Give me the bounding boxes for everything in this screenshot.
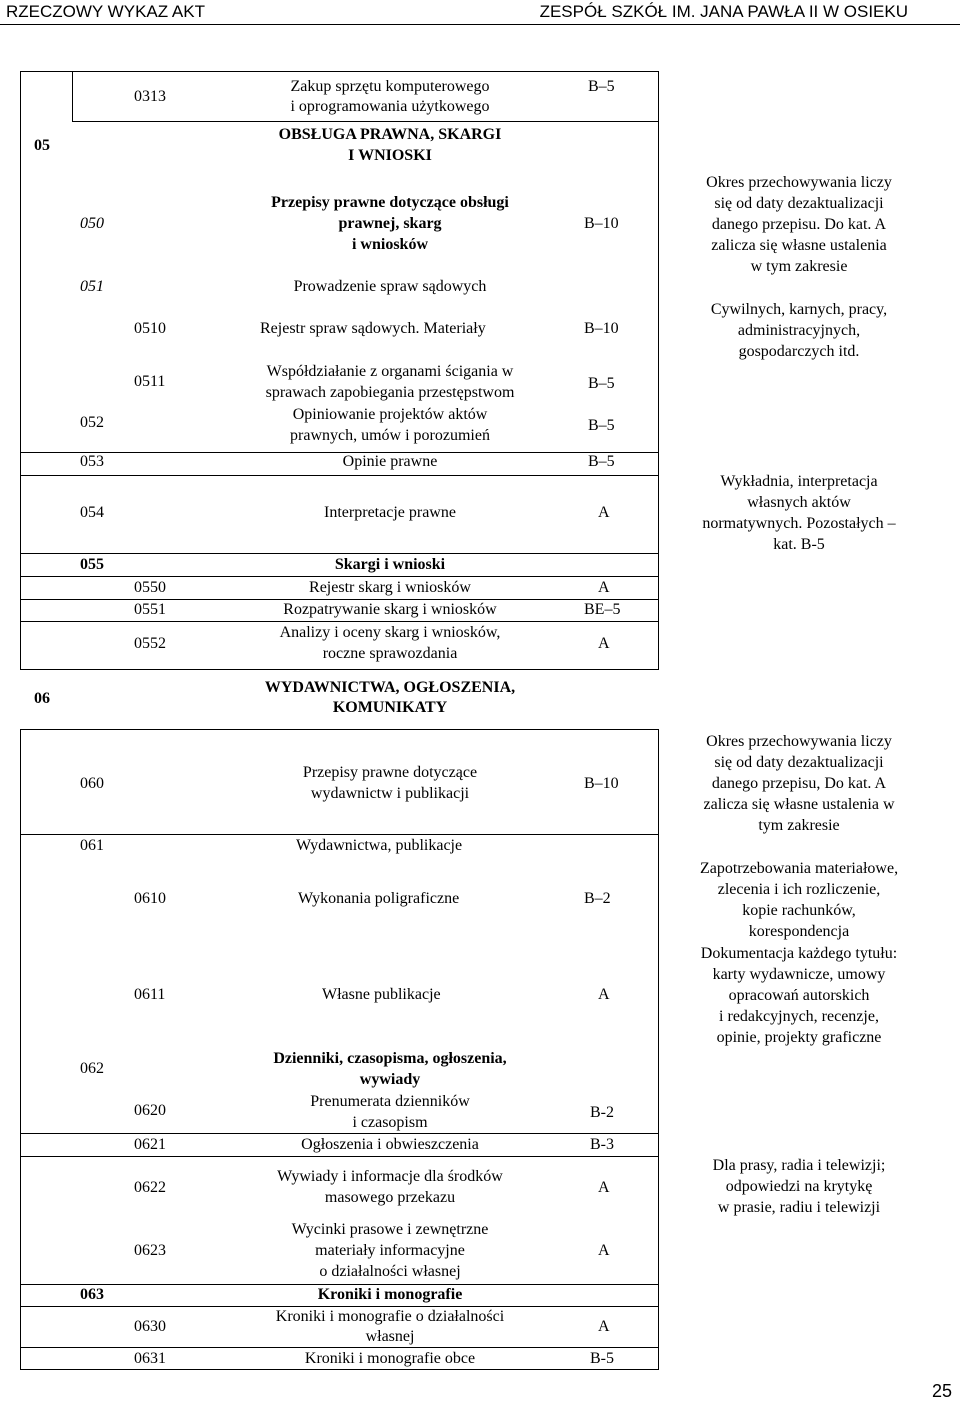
row-code: 052	[80, 414, 104, 431]
row-title: Opiniowanie projektów aktów	[292, 406, 488, 423]
row-title: Opinie prawne	[342, 453, 438, 470]
header-right-title: ZESPÓŁ SZKÓŁ IM. JANA PAWŁA II W OSIEKU	[539, 2, 908, 21]
row-code: 0620	[134, 1102, 166, 1119]
row-title: Dzienniki, czasopisma, ogłoszenia,	[273, 1050, 507, 1067]
page-header	[0, 0, 960, 24]
row-code: 054	[80, 504, 104, 521]
row-title: Ogłoszenia i obwieszczenia	[301, 1136, 479, 1153]
row-category: BE–5	[584, 601, 621, 618]
row-code: 050	[80, 215, 104, 232]
row-title: Interpretacje prawne	[324, 504, 456, 521]
note-line: zalicza się własne ustalenia	[711, 237, 887, 254]
section-title: I WNIOSKI	[348, 147, 432, 164]
note-line: Okres przechowywania liczy	[706, 174, 892, 191]
note-line: odpowiedzi na krytykę	[725, 1178, 873, 1195]
row-title: Kroniki i monografie o działalności	[275, 1308, 505, 1325]
row-title: własnej	[365, 1328, 415, 1345]
row-category: B–10	[584, 215, 619, 232]
row-title: Analizy i oceny skarg i wniosków,	[279, 624, 501, 641]
row-title: Wywiady i informacje dla środków	[277, 1168, 503, 1185]
row-code: 0623	[134, 1242, 166, 1259]
note-051	[664, 299, 934, 362]
section-title: KOMUNIKATY	[332, 699, 448, 716]
note-0610	[664, 858, 934, 942]
row-title: Wykonania poligraficzne	[298, 890, 460, 907]
note-0622	[664, 1155, 934, 1218]
row-title: Kroniki i monografie obce	[304, 1350, 476, 1367]
section-title: OBSŁUGA PRAWNA, SKARGI	[278, 126, 502, 143]
row-title: Skargi i wnioski	[334, 556, 446, 573]
row-code: 0622	[134, 1179, 166, 1196]
note-line: normatywnych. Pozostałych –	[702, 515, 896, 532]
note-0611	[664, 943, 934, 1048]
row-title: Rejestr spraw sądowych. Materiały	[260, 320, 486, 337]
row-title: Przepisy prawne dotyczące	[302, 764, 478, 781]
note-line: w tym zakresie	[750, 258, 848, 275]
note-line: własnych aktów	[747, 494, 851, 511]
note-050	[664, 172, 934, 277]
note-line: i redakcyjnych, recenzje,	[719, 1008, 879, 1025]
row-title: wywiady	[359, 1071, 421, 1088]
header-divider	[0, 24, 960, 25]
section-code: 06	[34, 690, 50, 707]
row-category: A	[598, 635, 610, 652]
note-line: opracowań autorskich	[728, 987, 870, 1004]
row-code: 0552	[134, 635, 166, 652]
row-code: 0510	[134, 320, 166, 337]
note-line: danego przepisu. Do kat. A	[711, 216, 887, 233]
row-code: 0621	[134, 1136, 166, 1153]
row-code: 0550	[134, 579, 166, 596]
row-title: Przepisy prawne dotyczące obsługi	[271, 194, 509, 211]
row-title: Rejestr skarg i wniosków	[309, 579, 471, 596]
row-title: Prowadzenie spraw sądowych	[293, 278, 487, 295]
note-line: Dokumentacja każdego tytułu:	[700, 945, 898, 962]
row-title: i czasopism	[352, 1114, 428, 1131]
note-060	[664, 731, 934, 836]
row-title: Własne publikacje	[322, 986, 441, 1003]
row-category: A	[598, 1242, 610, 1259]
row-category: B-3	[590, 1136, 614, 1153]
row-code: 063	[80, 1286, 104, 1303]
row-category: A	[598, 579, 610, 596]
note-line: zlecenia i ich rozliczenie,	[717, 881, 881, 898]
note-line: opinie, projekty graficzne	[716, 1029, 882, 1046]
note-line: korespondencja	[748, 923, 850, 940]
row-title: materiały informacyjne	[315, 1242, 465, 1259]
row-title: Rozpatrywanie skarg i wniosków	[283, 601, 497, 618]
note-line: karty wydawnicze, umowy	[712, 966, 886, 983]
page-number: 25	[931, 1381, 952, 1401]
row-code: 0631	[134, 1350, 166, 1367]
note-line: Zapotrzebowania materiałowe,	[699, 860, 899, 877]
note-line: się od daty dezaktualizacji	[714, 195, 884, 212]
row-code: 0610	[134, 890, 166, 907]
row-category: A	[598, 1318, 610, 1335]
section-code: 05	[34, 137, 50, 154]
row-code: 0551	[134, 601, 166, 618]
row-code: 0630	[134, 1318, 166, 1335]
header-left-title: RZECZOWY WYKAZ AKT	[6, 2, 205, 21]
note-line: gospodarczych itd.	[738, 343, 860, 360]
note-line: Wykładnia, interpretacja	[720, 473, 878, 490]
row-code: 062	[80, 1060, 104, 1077]
row-code: 053	[80, 453, 104, 470]
row-category: B-5	[590, 1350, 614, 1367]
row-title: prawnej, skarg	[338, 215, 442, 232]
row-title: Współdziałanie z organami ścigania w	[266, 363, 514, 380]
row-title: masowego przekazu	[324, 1189, 456, 1206]
row-title: Prenumerata dzienników	[310, 1093, 470, 1110]
row-category: B–10	[584, 320, 619, 337]
row-category: B–5	[588, 375, 615, 392]
row-title: Wydawnictwa, publikacje	[296, 837, 463, 854]
row-category: B–5	[588, 453, 615, 470]
note-line: kat. B-5	[773, 536, 825, 553]
row-title: Zakup sprzętu komputerowego	[290, 78, 490, 95]
note-line: w prasie, radiu i telewizji	[717, 1199, 881, 1216]
section-title: WYDAWNICTWA, OGŁOSZENIA,	[264, 679, 516, 696]
row-code: 0611	[134, 986, 166, 1003]
row-title: i oprogramowania użytkowego	[290, 98, 490, 115]
row-code: 061	[80, 837, 104, 854]
note-line: danego przepisu, Do kat. A	[711, 775, 887, 792]
note-line: Dla prasy, radia i telewizji;	[712, 1157, 886, 1174]
row-category: A	[598, 1179, 610, 1196]
note-line: zalicza się własne ustalenia w	[703, 796, 895, 813]
row-title: Wycinki prasowe i zewnętrzne	[291, 1221, 489, 1238]
row-title: prawnych, umów i porozumień	[290, 427, 490, 444]
row-code: 0313	[134, 88, 166, 105]
row-code: 060	[80, 775, 104, 792]
row-category: A	[598, 504, 610, 521]
note-line: tym zakresie	[758, 817, 840, 834]
row-title: i wniosków	[351, 236, 429, 253]
row-code: 055	[80, 556, 104, 573]
note-line: Okres przechowywania liczy	[706, 733, 892, 750]
row-title: Kroniki i monografie	[317, 1286, 463, 1303]
note-line: administracyjnych,	[737, 322, 861, 339]
row-category: B–10	[584, 775, 619, 792]
row-code: 051	[80, 278, 104, 295]
row-category: B–5	[588, 78, 615, 95]
row-title: sprawach zapobiegania przestępstwom	[265, 384, 515, 401]
note-line: się od daty dezaktualizacji	[714, 754, 884, 771]
row-category: B–2	[584, 890, 611, 907]
row-category: B–5	[588, 417, 615, 434]
note-line: kopie rachunków,	[742, 902, 856, 919]
note-054	[664, 471, 934, 555]
row-title: o działalności własnej	[319, 1263, 461, 1280]
row-category: A	[598, 986, 610, 1003]
row-title: wydawnictw i publikacji	[310, 785, 470, 802]
row-title: roczne sprawozdania	[322, 645, 458, 662]
note-line: Cywilnych, karnych, pracy,	[710, 301, 888, 318]
row-category: B-2	[590, 1104, 614, 1121]
row-code: 0511	[134, 373, 166, 390]
